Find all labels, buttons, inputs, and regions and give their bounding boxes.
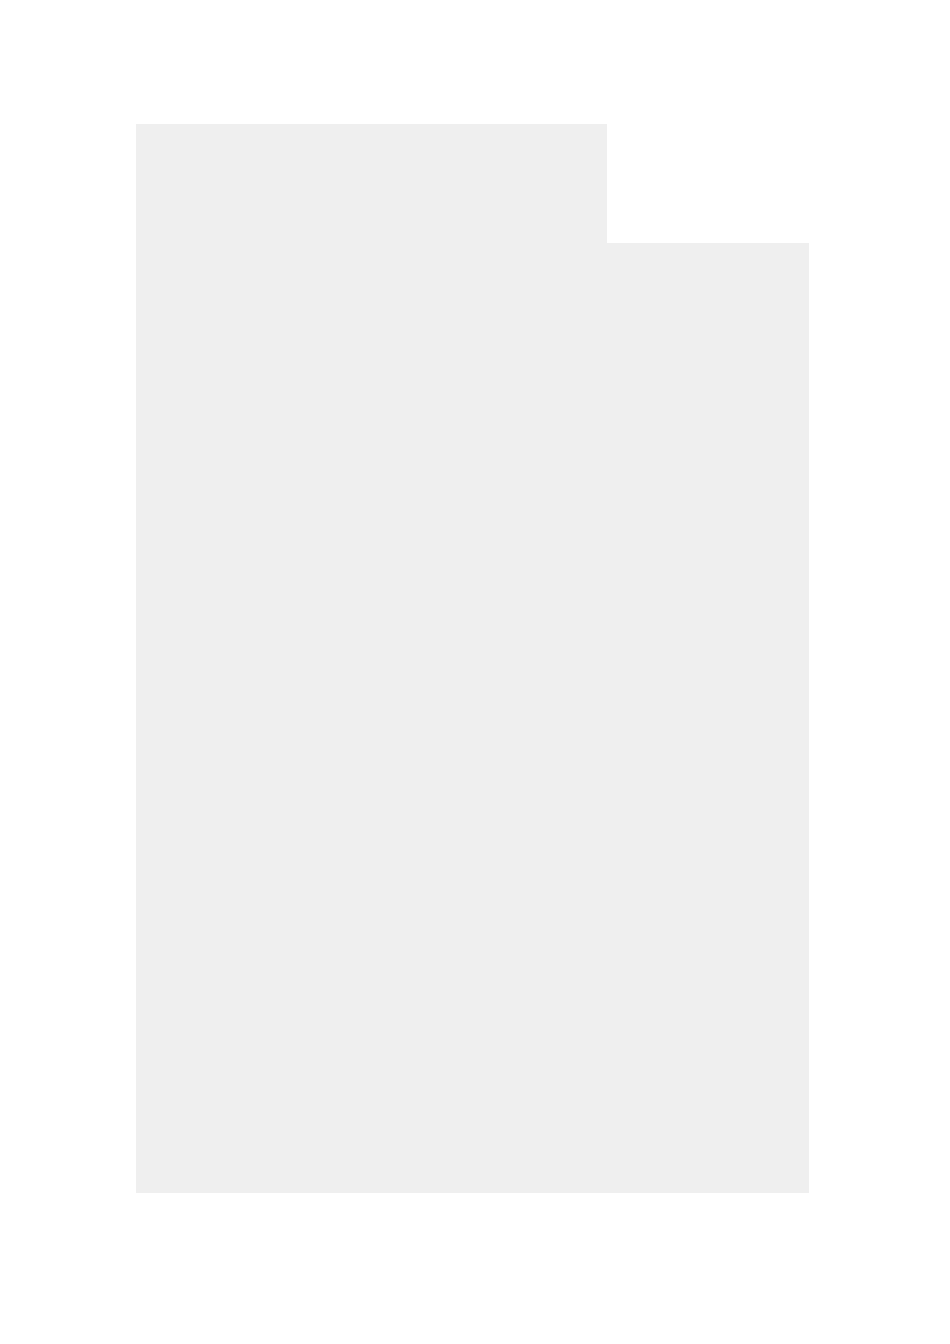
top-block [136,124,607,243]
department-table [136,243,809,1193]
